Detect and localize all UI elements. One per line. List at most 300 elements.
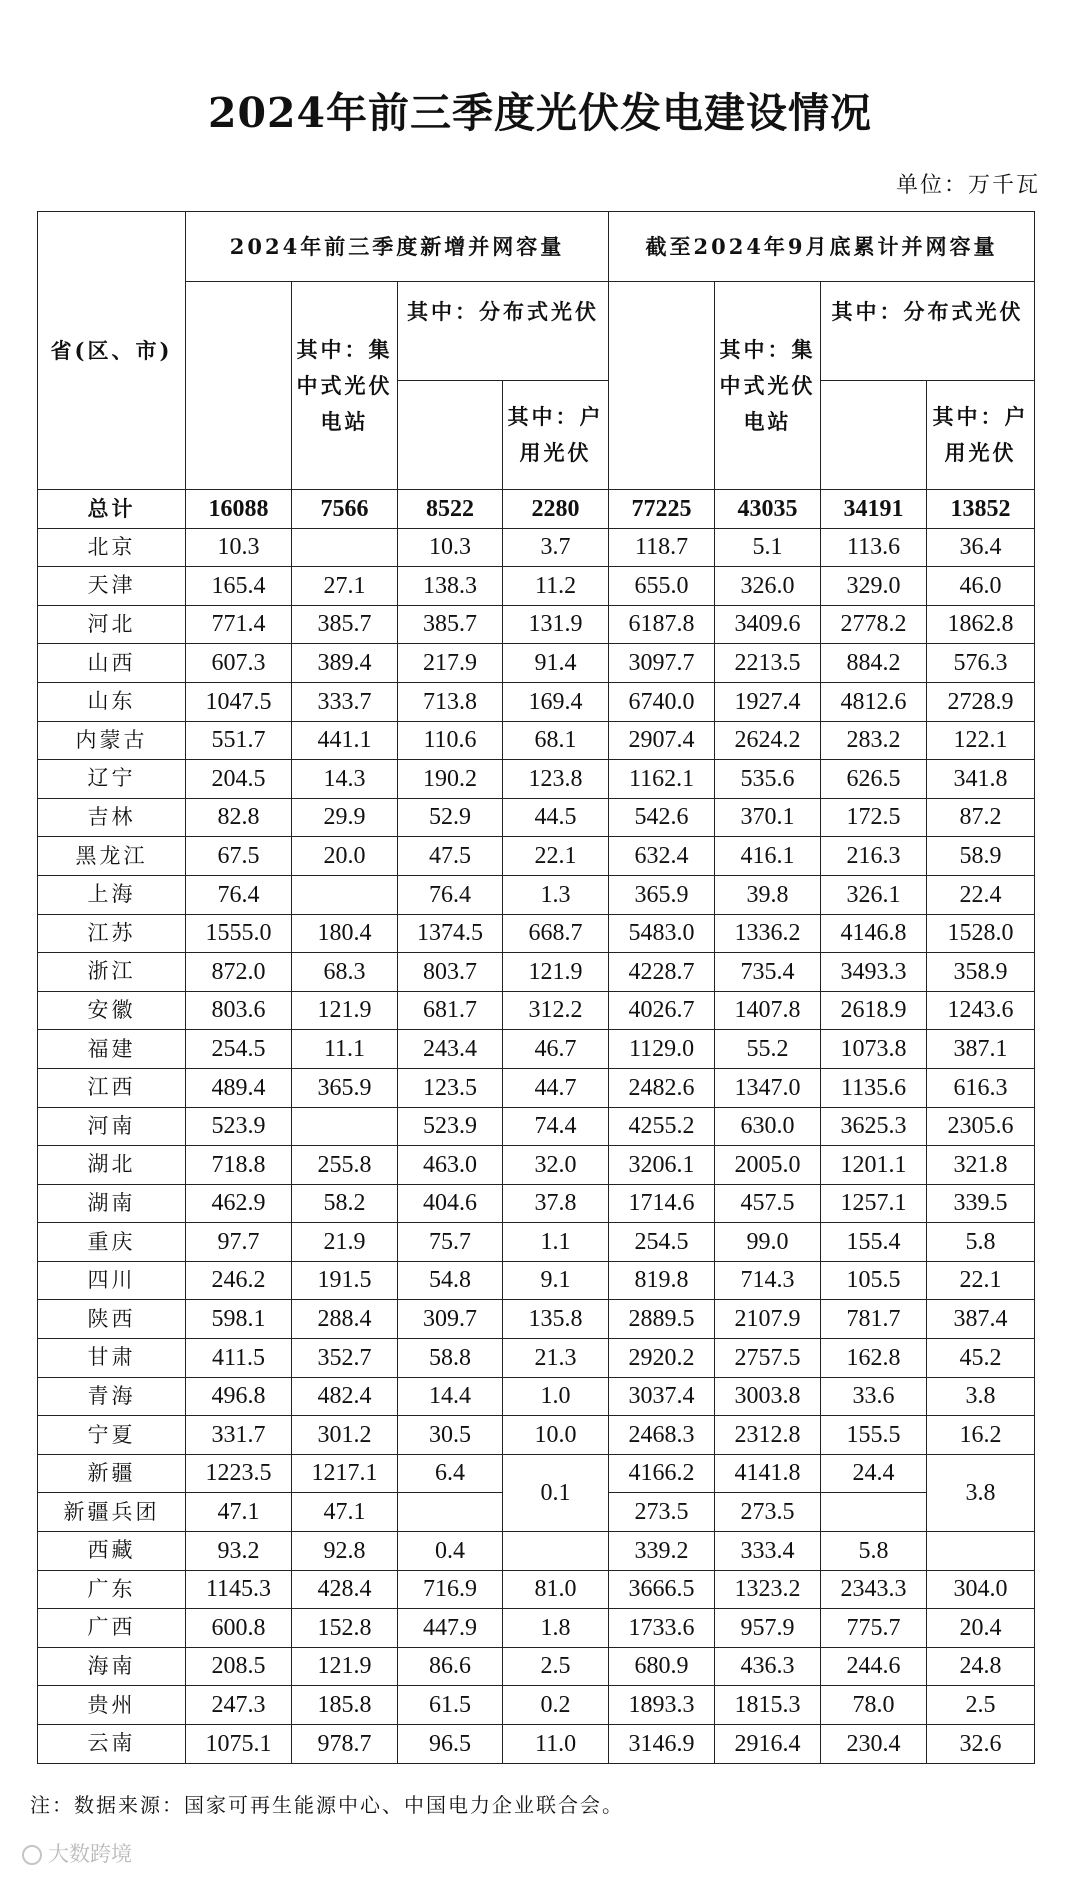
header-new-total — [186, 282, 292, 490]
value-cell: 47.1 — [292, 1493, 398, 1532]
header-new-distributed: 其中：分布式光伏 — [398, 282, 609, 381]
value-cell: 1733.6 — [609, 1609, 715, 1648]
value-cell: 246.2 — [186, 1261, 292, 1300]
value-cell: 155.5 — [821, 1416, 927, 1455]
value-cell: 333.7 — [292, 682, 398, 721]
region-name: 河北 — [38, 605, 186, 644]
value-cell: 2468.3 — [609, 1416, 715, 1455]
value-cell: 82.8 — [186, 798, 292, 837]
region-name: 甘肃 — [38, 1339, 186, 1378]
value-cell: 155.4 — [821, 1223, 927, 1262]
value-cell: 2618.9 — [821, 991, 927, 1030]
value-cell: 523.9 — [398, 1107, 503, 1146]
table-row — [38, 1686, 1035, 1725]
value-cell: 1347.0 — [715, 1068, 821, 1107]
value-cell — [927, 1532, 1035, 1571]
value-cell: 632.4 — [609, 837, 715, 876]
value-cell: 616.3 — [927, 1068, 1035, 1107]
value-cell: 273.5 — [715, 1493, 821, 1532]
value-cell: 2213.5 — [715, 644, 821, 683]
table-row — [38, 1532, 1035, 1571]
value-cell: 333.4 — [715, 1532, 821, 1571]
value-cell: 9.1 — [503, 1261, 609, 1300]
value-cell: 16.2 — [927, 1416, 1035, 1455]
region-name: 新疆兵团 — [38, 1493, 186, 1532]
value-cell: 92.8 — [292, 1532, 398, 1571]
value-cell: 30.5 — [398, 1416, 503, 1455]
value-cell: 551.7 — [186, 721, 292, 760]
value-cell: 600.8 — [186, 1609, 292, 1648]
value-cell: 243.4 — [398, 1030, 503, 1069]
value-cell: 1162.1 — [609, 760, 715, 799]
value-cell: 99.0 — [715, 1223, 821, 1262]
table-row — [38, 644, 1035, 683]
value-cell: 462.9 — [186, 1184, 292, 1223]
value-cell: 4228.7 — [609, 953, 715, 992]
value-cell: 76.4 — [186, 875, 292, 914]
region-name: 天津 — [38, 567, 186, 606]
header-new-distributed-total — [398, 381, 503, 490]
value-cell: 121.9 — [503, 953, 609, 992]
value-cell: 208.5 — [186, 1647, 292, 1686]
value-cell: 1893.3 — [609, 1686, 715, 1725]
value-cell: 4255.2 — [609, 1107, 715, 1146]
value-cell: 716.9 — [398, 1570, 503, 1609]
value-cell: 32.0 — [503, 1146, 609, 1185]
table-row — [38, 837, 1035, 876]
value-cell: 365.9 — [292, 1068, 398, 1107]
value-cell: 321.8 — [927, 1146, 1035, 1185]
value-cell: 2889.5 — [609, 1300, 715, 1339]
value-cell: 6187.8 — [609, 605, 715, 644]
table-row — [38, 567, 1035, 606]
value-cell: 718.8 — [186, 1146, 292, 1185]
value-cell: 3097.7 — [609, 644, 715, 683]
table-row — [38, 1647, 1035, 1686]
table-row — [38, 1416, 1035, 1455]
value-cell: 1323.2 — [715, 1570, 821, 1609]
value-cell: 411.5 — [186, 1339, 292, 1378]
value-cell: 389.4 — [292, 644, 398, 683]
value-cell: 13852 — [927, 490, 1035, 529]
value-cell: 68.1 — [503, 721, 609, 760]
table-row — [38, 490, 1035, 529]
region-name: 四川 — [38, 1261, 186, 1300]
value-cell: 191.5 — [292, 1261, 398, 1300]
value-cell: 489.4 — [186, 1068, 292, 1107]
value-cell: 714.3 — [715, 1261, 821, 1300]
value-cell: 463.0 — [398, 1146, 503, 1185]
value-cell: 121.9 — [292, 991, 398, 1030]
value-cell: 121.9 — [292, 1647, 398, 1686]
value-cell: 3409.6 — [715, 605, 821, 644]
table-row — [38, 1068, 1035, 1107]
value-cell: 118.7 — [609, 528, 715, 567]
value-cell: 3493.3 — [821, 953, 927, 992]
value-cell: 326.0 — [715, 567, 821, 606]
value-cell: 22.4 — [927, 875, 1035, 914]
region-name: 云南 — [38, 1725, 186, 1764]
value-cell: 29.9 — [292, 798, 398, 837]
value-cell: 626.5 — [821, 760, 927, 799]
value-cell: 4026.7 — [609, 991, 715, 1030]
region-name: 广西 — [38, 1609, 186, 1648]
value-cell: 97.7 — [186, 1223, 292, 1262]
value-cell: 91.4 — [503, 644, 609, 683]
region-name: 湖南 — [38, 1184, 186, 1223]
value-cell: 385.7 — [292, 605, 398, 644]
value-cell: 254.5 — [186, 1030, 292, 1069]
value-cell: 1075.1 — [186, 1725, 292, 1764]
header-region: 省(区、市) — [38, 212, 186, 490]
value-cell: 123.5 — [398, 1068, 503, 1107]
region-name: 浙江 — [38, 953, 186, 992]
value-cell: 4812.6 — [821, 682, 927, 721]
value-cell: 58.8 — [398, 1339, 503, 1378]
value-cell: 1243.6 — [927, 991, 1035, 1030]
value-cell: 1073.8 — [821, 1030, 927, 1069]
value-cell: 1129.0 — [609, 1030, 715, 1069]
table-row — [38, 1107, 1035, 1146]
value-cell: 630.0 — [715, 1107, 821, 1146]
value-cell: 22.1 — [927, 1261, 1035, 1300]
value-cell: 957.9 — [715, 1609, 821, 1648]
value-cell: 713.8 — [398, 682, 503, 721]
value-cell: 978.7 — [292, 1725, 398, 1764]
value-cell: 87.2 — [927, 798, 1035, 837]
value-cell: 47.1 — [186, 1493, 292, 1532]
value-cell: 457.5 — [715, 1184, 821, 1223]
table-row — [38, 721, 1035, 760]
value-cell: 33.6 — [821, 1377, 927, 1416]
value-cell: 1.8 — [503, 1609, 609, 1648]
value-cell: 216.3 — [821, 837, 927, 876]
value-cell: 81.0 — [503, 1570, 609, 1609]
value-cell: 5.8 — [927, 1223, 1035, 1262]
value-cell: 47.5 — [398, 837, 503, 876]
value-cell — [292, 1107, 398, 1146]
value-cell: 24.8 — [927, 1647, 1035, 1686]
unit-label: 单位：万千瓦 — [895, 173, 1040, 198]
value-cell: 7566 — [292, 490, 398, 529]
value-cell: 3.7 — [503, 528, 609, 567]
table-row — [38, 605, 1035, 644]
household-new-merged-cell: 0.1 — [503, 1454, 609, 1531]
value-cell: 872.0 — [186, 953, 292, 992]
value-cell: 190.2 — [398, 760, 503, 799]
value-cell — [821, 1493, 927, 1532]
region-name: 宁夏 — [38, 1416, 186, 1455]
value-cell: 352.7 — [292, 1339, 398, 1378]
value-cell: 1.1 — [503, 1223, 609, 1262]
value-cell: 54.8 — [398, 1261, 503, 1300]
value-cell: 331.7 — [186, 1416, 292, 1455]
value-cell: 27.1 — [292, 567, 398, 606]
table-row — [38, 1570, 1035, 1609]
value-cell: 387.4 — [927, 1300, 1035, 1339]
table-row — [38, 1030, 1035, 1069]
value-cell: 11.0 — [503, 1725, 609, 1764]
value-cell: 283.2 — [821, 721, 927, 760]
value-cell: 4166.2 — [609, 1454, 715, 1493]
value-cell: 309.7 — [398, 1300, 503, 1339]
region-name: 贵州 — [38, 1686, 186, 1725]
value-cell: 75.7 — [398, 1223, 503, 1262]
table-row — [38, 1146, 1035, 1185]
region-name: 北京 — [38, 528, 186, 567]
value-cell: 11.1 — [292, 1030, 398, 1069]
value-cell: 44.5 — [503, 798, 609, 837]
value-cell: 61.5 — [398, 1686, 503, 1725]
value-cell: 10.3 — [186, 528, 292, 567]
value-cell: 20.4 — [927, 1609, 1035, 1648]
watermark — [22, 1838, 132, 1868]
value-cell: 204.5 — [186, 760, 292, 799]
table-row — [38, 991, 1035, 1030]
table-row — [38, 1300, 1035, 1339]
table-row — [38, 1261, 1035, 1300]
value-cell — [292, 528, 398, 567]
region-name: 湖北 — [38, 1146, 186, 1185]
region-name: 内蒙古 — [38, 721, 186, 760]
header-cum-centralized: 其中：集中式光伏电站 — [715, 282, 821, 490]
value-cell: 304.0 — [927, 1570, 1035, 1609]
region-name: 新疆 — [38, 1454, 186, 1493]
value-cell: 3.8 — [927, 1377, 1035, 1416]
value-cell: 123.8 — [503, 760, 609, 799]
page-title: 2024年前三季度光伏发电建设情况 — [207, 89, 873, 137]
region-name: 海南 — [38, 1647, 186, 1686]
value-cell: 1257.1 — [821, 1184, 927, 1223]
value-cell — [292, 875, 398, 914]
value-cell: 668.7 — [503, 914, 609, 953]
value-cell: 3666.5 — [609, 1570, 715, 1609]
region-name: 安徽 — [38, 991, 186, 1030]
value-cell: 365.9 — [609, 875, 715, 914]
value-cell: 2778.2 — [821, 605, 927, 644]
value-cell: 1.0 — [503, 1377, 609, 1416]
value-cell: 1815.3 — [715, 1686, 821, 1725]
value-cell: 22.1 — [503, 837, 609, 876]
value-cell: 244.6 — [821, 1647, 927, 1686]
household-cum-merged-cell: 3.8 — [927, 1454, 1035, 1531]
value-cell: 2482.6 — [609, 1068, 715, 1107]
value-cell: 105.5 — [821, 1261, 927, 1300]
value-cell: 0.4 — [398, 1532, 503, 1571]
value-cell: 14.3 — [292, 760, 398, 799]
value-cell: 36.4 — [927, 528, 1035, 567]
value-cell: 2.5 — [503, 1647, 609, 1686]
value-cell: 1.3 — [503, 875, 609, 914]
table-row — [38, 1725, 1035, 1764]
value-cell: 20.0 — [292, 837, 398, 876]
header-new-centralized: 其中：集中式光伏电站 — [292, 282, 398, 490]
value-cell: 34191 — [821, 490, 927, 529]
value-cell: 2728.9 — [927, 682, 1035, 721]
value-cell: 542.6 — [609, 798, 715, 837]
region-name: 河南 — [38, 1107, 186, 1146]
value-cell: 576.3 — [927, 644, 1035, 683]
value-cell: 3003.8 — [715, 1377, 821, 1416]
header-cum-household: 其中：户用光伏 — [927, 381, 1035, 490]
table-row — [38, 914, 1035, 953]
value-cell: 86.6 — [398, 1647, 503, 1686]
value-cell: 10.0 — [503, 1416, 609, 1455]
header-cum-group: 截至2024年9月底累计并网容量 — [609, 212, 1035, 282]
value-cell: 655.0 — [609, 567, 715, 606]
value-cell: 1528.0 — [927, 914, 1035, 953]
value-cell: 1862.8 — [927, 605, 1035, 644]
value-cell: 1336.2 — [715, 914, 821, 953]
value-cell: 4141.8 — [715, 1454, 821, 1493]
value-cell: 385.7 — [398, 605, 503, 644]
value-cell: 247.3 — [186, 1686, 292, 1725]
value-cell: 884.2 — [821, 644, 927, 683]
value-cell: 2305.6 — [927, 1107, 1035, 1146]
value-cell: 37.8 — [503, 1184, 609, 1223]
region-name: 吉林 — [38, 798, 186, 837]
value-cell: 598.1 — [186, 1300, 292, 1339]
region-name: 江苏 — [38, 914, 186, 953]
value-cell: 24.4 — [821, 1454, 927, 1493]
table-row — [38, 1223, 1035, 1262]
table-row — [38, 875, 1035, 914]
value-cell: 416.1 — [715, 837, 821, 876]
value-cell: 2280 — [503, 490, 609, 529]
value-cell: 404.6 — [398, 1184, 503, 1223]
value-cell: 681.7 — [398, 991, 503, 1030]
value-cell: 1555.0 — [186, 914, 292, 953]
value-cell: 5483.0 — [609, 914, 715, 953]
value-cell: 339.2 — [609, 1532, 715, 1571]
header-new-household: 其中：户用光伏 — [503, 381, 609, 490]
value-cell: 3037.4 — [609, 1377, 715, 1416]
value-cell: 165.4 — [186, 567, 292, 606]
value-cell: 152.8 — [292, 1609, 398, 1648]
value-cell: 4146.8 — [821, 914, 927, 953]
value-cell: 535.6 — [715, 760, 821, 799]
value-cell: 2757.5 — [715, 1339, 821, 1378]
value-cell: 312.2 — [503, 991, 609, 1030]
value-cell: 2107.9 — [715, 1300, 821, 1339]
value-cell: 169.4 — [503, 682, 609, 721]
value-cell: 16088 — [186, 490, 292, 529]
table-row — [38, 528, 1035, 567]
value-cell: 217.9 — [398, 644, 503, 683]
value-cell: 607.3 — [186, 644, 292, 683]
value-cell: 52.9 — [398, 798, 503, 837]
header-cum-total — [609, 282, 715, 490]
value-cell: 771.4 — [186, 605, 292, 644]
value-cell: 185.8 — [292, 1686, 398, 1725]
region-name: 上海 — [38, 875, 186, 914]
value-cell: 44.7 — [503, 1068, 609, 1107]
value-cell: 5.8 — [821, 1532, 927, 1571]
header-cum-distributed-total — [821, 381, 927, 490]
value-cell: 387.1 — [927, 1030, 1035, 1069]
value-cell: 11.2 — [503, 567, 609, 606]
value-cell: 3146.9 — [609, 1725, 715, 1764]
value-cell: 735.4 — [715, 953, 821, 992]
value-cell: 1047.5 — [186, 682, 292, 721]
table-row — [38, 1609, 1035, 1648]
value-cell: 67.5 — [186, 837, 292, 876]
value-cell: 1407.8 — [715, 991, 821, 1030]
table-row — [38, 1377, 1035, 1416]
value-cell: 482.4 — [292, 1377, 398, 1416]
value-cell: 436.3 — [715, 1647, 821, 1686]
value-cell: 1217.1 — [292, 1454, 398, 1493]
value-cell: 21.9 — [292, 1223, 398, 1262]
value-cell: 138.3 — [398, 567, 503, 606]
value-cell: 255.8 — [292, 1146, 398, 1185]
header-new-group: 2024年前三季度新增并网容量 — [186, 212, 609, 282]
value-cell: 45.2 — [927, 1339, 1035, 1378]
table-row — [38, 798, 1035, 837]
watermark-text: 大数跨境 — [48, 1842, 132, 1866]
region-name: 陕西 — [38, 1300, 186, 1339]
region-name: 青海 — [38, 1377, 186, 1416]
region-name: 山西 — [38, 644, 186, 683]
value-cell: 162.8 — [821, 1339, 927, 1378]
source-note: 注：数据来源：国家可再生能源中心、中国电力企业联合会。 — [30, 1793, 624, 1817]
value-cell: 39.8 — [715, 875, 821, 914]
table-row — [38, 953, 1035, 992]
region-name: 重庆 — [38, 1223, 186, 1262]
value-cell: 339.5 — [927, 1184, 1035, 1223]
value-cell: 447.9 — [398, 1609, 503, 1648]
region-name: 福建 — [38, 1030, 186, 1069]
value-cell: 10.3 — [398, 528, 503, 567]
value-cell: 1135.6 — [821, 1068, 927, 1107]
header-cum-distributed: 其中：分布式光伏 — [821, 282, 1035, 381]
value-cell: 803.7 — [398, 953, 503, 992]
table-row — [38, 1454, 1035, 1493]
value-cell: 43035 — [715, 490, 821, 529]
value-cell: 326.1 — [821, 875, 927, 914]
value-cell: 358.9 — [927, 953, 1035, 992]
value-cell: 2920.2 — [609, 1339, 715, 1378]
value-cell: 6.4 — [398, 1454, 503, 1493]
value-cell: 2916.4 — [715, 1725, 821, 1764]
value-cell: 680.9 — [609, 1647, 715, 1686]
value-cell: 273.5 — [609, 1493, 715, 1532]
value-cell: 441.1 — [292, 721, 398, 760]
value-cell: 74.4 — [503, 1107, 609, 1146]
value-cell: 180.4 — [292, 914, 398, 953]
value-cell: 254.5 — [609, 1223, 715, 1262]
value-cell: 110.6 — [398, 721, 503, 760]
value-cell: 3625.3 — [821, 1107, 927, 1146]
value-cell: 2.5 — [927, 1686, 1035, 1725]
value-cell: 58.9 — [927, 837, 1035, 876]
value-cell: 2624.2 — [715, 721, 821, 760]
table-row — [38, 760, 1035, 799]
region-name: 江西 — [38, 1068, 186, 1107]
pv-capacity-table — [37, 211, 1035, 1764]
region-name: 辽宁 — [38, 760, 186, 799]
value-cell: 1374.5 — [398, 914, 503, 953]
value-cell: 0.2 — [503, 1686, 609, 1725]
value-cell: 135.8 — [503, 1300, 609, 1339]
value-cell: 819.8 — [609, 1261, 715, 1300]
value-cell: 341.8 — [927, 760, 1035, 799]
value-cell: 1145.3 — [186, 1570, 292, 1609]
value-cell — [503, 1532, 609, 1571]
table-row — [38, 1339, 1035, 1378]
value-cell: 6740.0 — [609, 682, 715, 721]
value-cell: 58.2 — [292, 1184, 398, 1223]
